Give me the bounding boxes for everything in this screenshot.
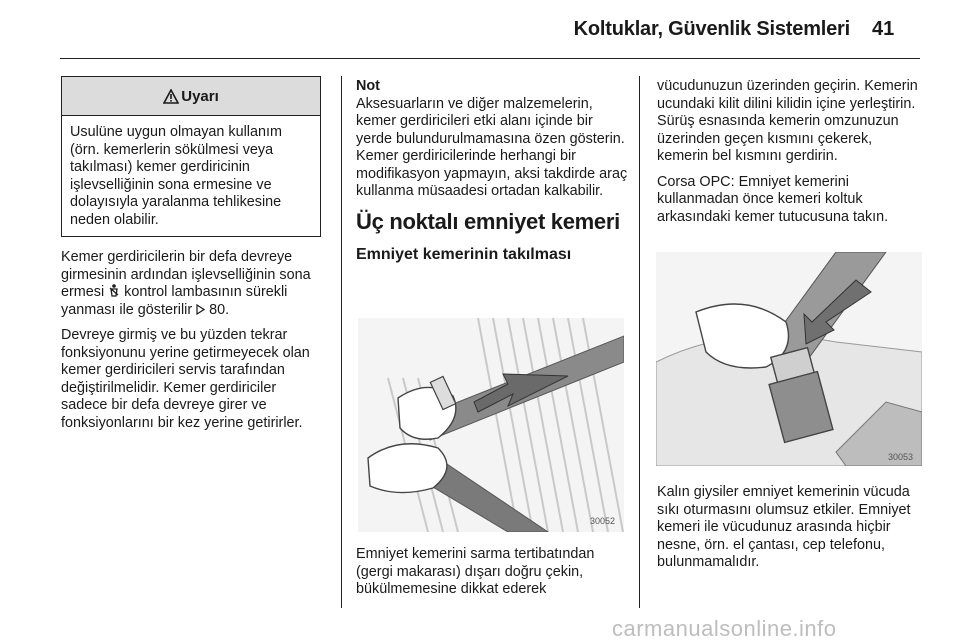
pretensioner-text-2: kontrol lambasının sürekli yanması ile gösterilir [61,284,288,318]
column-3-top [657,78,927,234]
clothing-paragraph: Kalın giysiler emniyet kemerinin vücuda sıkı oturmasını olumsuz etkiler. Emniyet kemeri ile vücudunuz arasında hiçbir nesne, örn. el çantası, cep telefonu, bulunmamalıdır. [657,484,911,570]
pretensioner-paragraph [61,249,325,319]
section-heading: Üç noktalı emniyet kemeri [356,208,620,234]
buckle-illustration [656,252,922,466]
warning-triangle-icon [163,89,179,104]
corsa-opc-paragraph: Corsa OPC: Emniyet kemerini kullanmadan önce kemeri koltuk arkasındaki kemer tutucusuna takın. [657,173,889,225]
column-divider-1 [341,76,342,608]
figure-number-30053: 30053 [888,452,914,462]
column-2-bottom [356,546,628,607]
warning-box [61,76,321,237]
column-3-bottom [657,484,927,580]
seatbelt-fastening-figure [358,318,624,532]
figure-number-30052: 30052 [590,516,616,526]
page-number: 41 [872,18,895,40]
service-paragraph: Devreye girmiş ve bu yüzden tekrar fonksiyonunu yerine getirmeyecek olan kemer gerdiricileri servis tarafından değiştirilmelidir. Kemer gerdiriciler sadece bir defa devreye girer ve fonksiyonlarını bir kez yerine getirirler. [61,327,310,431]
column-1-body [61,249,325,440]
sub-heading: Emniyet kemerinin takılması [356,245,572,263]
pretensioner-text-1: Kemer gerdiricilerin bir defa devreye girmesinin ardından işlevselliğinin sona ermesi [61,249,311,300]
seatbelt-icon [108,284,120,297]
buckle-figure [656,252,922,466]
column-2-top [356,78,628,265]
warning-header [62,77,320,116]
note-label: Not [356,78,380,94]
note-text: Aksesuarların ve diğer malzemelerin, kemer gerdiricileri etki alanı içinde bir yerde bulundurulmamasına özen gösterin. Kemer gerdiricilerinde herhangi bir modifikasyon yapmayın, aksi takdirde araç kullanma müsaadesi ortadan kalkabilir. [356,95,628,199]
warning-title: Uyarı [181,87,219,105]
page-reference-icon [196,304,205,315]
header-rule [60,58,920,59]
warning-text: Usulüne uygun olmayan kullanım (örn. kemerlerin sökülmesi veya takılması) kemer gerdiricinin işlevselliğinin sona ermesine ve dolayısıyla yaralanma tehlikesine neden olabilir. [70,124,282,228]
column-divider-2 [639,76,640,608]
page-reference[interactable]: 80. [209,301,230,318]
seatbelt-fastening-illustration [358,318,624,532]
pull-belt-paragraph: Emniyet kemerini sarma tertibatından (gergi makarası) dışarı doğru çekin, bükülmemesine dikkat ederek [356,546,595,597]
buckle-paragraph: vücudunuzun üzerinden geçirin. Kemerin ucundaki kilit dilini kilidin içine yerleştirin. Sürüş esnasında kemerin omzunuzun üzerinden geçen kısmını çekerek, kemerin bel kısmını gerdirin. [657,78,918,164]
running-header-title: Koltuklar, Güvenlik Sistemleri [573,18,850,40]
watermark: carmanualsonline.info [612,616,837,641]
